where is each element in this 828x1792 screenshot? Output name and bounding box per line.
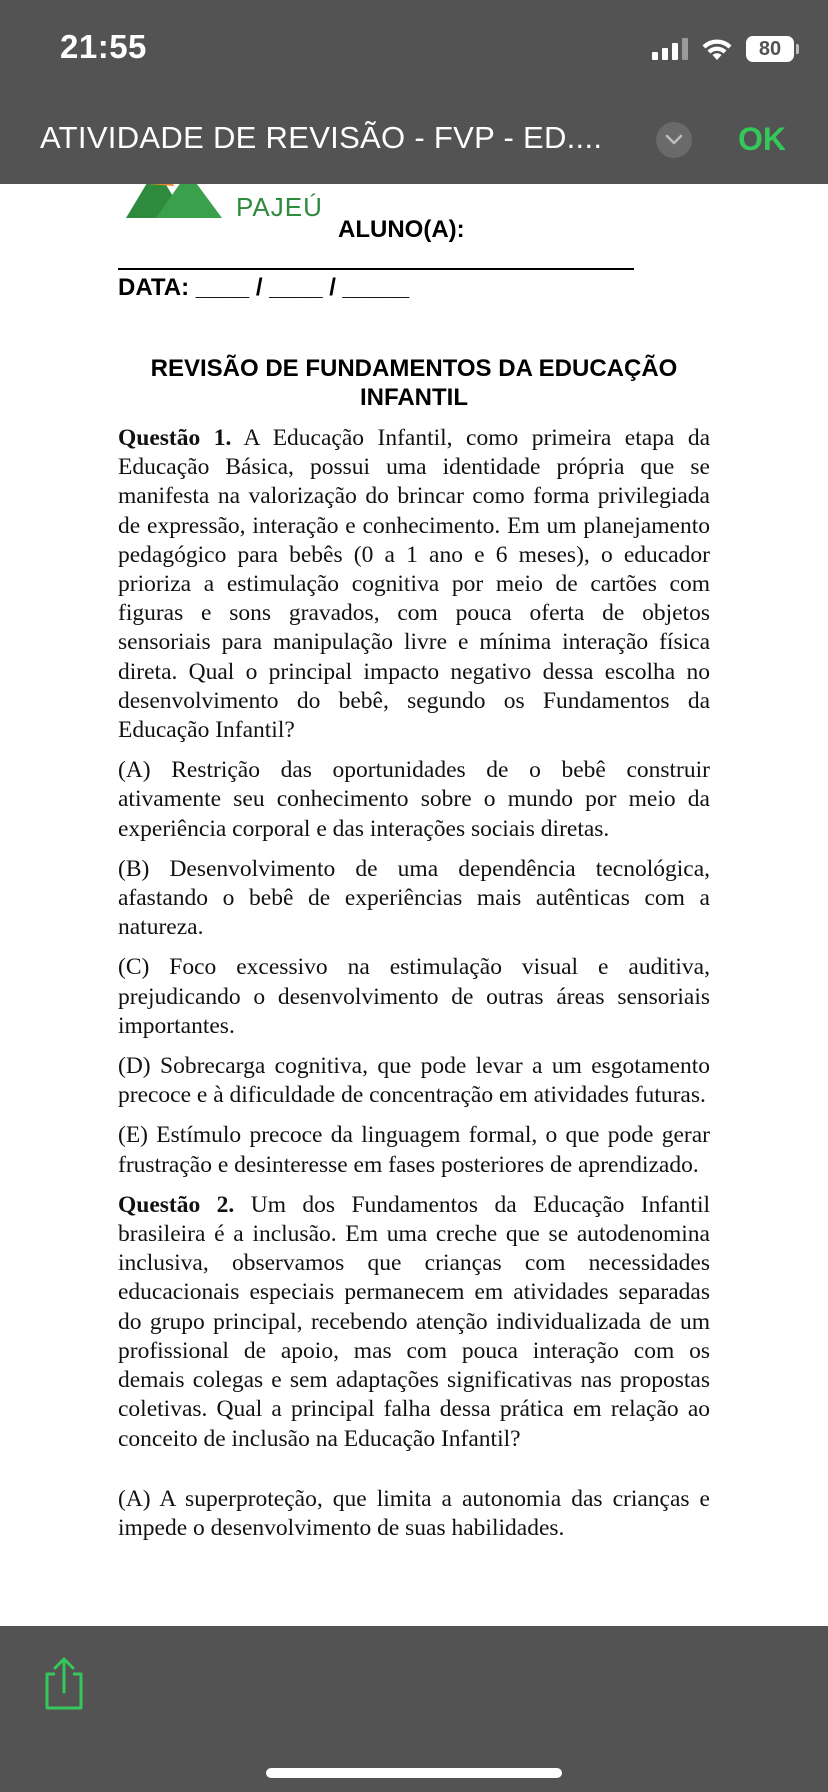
bottom-toolbar — [0, 1626, 828, 1792]
document-heading: REVISÃO DE FUNDAMENTOS DA EDUCAÇÃO INFANTIL — [150, 355, 678, 411]
chevron-down-icon — [665, 134, 683, 146]
battery-icon — [746, 36, 794, 62]
student-name-line — [118, 268, 634, 270]
q2-option-a: (A) A superproteção, que limita a autonomia das crianças e impede o desenvolvimento de suas habilidades. — [118, 1485, 710, 1541]
title-menu-button[interactable] — [656, 122, 692, 158]
top-bar — [0, 0, 828, 184]
document-page[interactable] — [0, 184, 828, 1626]
date-field: DATA: ____ / ____ / _____ — [118, 274, 410, 301]
cellular-signal-icon — [652, 38, 688, 60]
document-body — [118, 424, 710, 1554]
logo-text: PAJEÚ — [236, 192, 323, 222]
q1-option-a: (A) Restrição das oportunidades de o bebê construir ativamente seu conhecimento sobre o mundo por meio da experiência corporal e das interações sociais diretas. — [118, 757, 710, 842]
q1-option-d: (D) Sobrecarga cognitiva, que pode levar a um esgotamento precoce e à dificuldade de concentração em atividades futuras. — [118, 1053, 710, 1109]
share-button[interactable] — [40, 1656, 88, 1712]
document-title[interactable]: ATIVIDADE DE REVISÃO - FVP - ED.... — [40, 120, 603, 155]
home-indicator[interactable] — [266, 1768, 562, 1778]
q1-option-e: (E) Estímulo precoce da linguagem formal, o que pode gerar frustração e desinteresse em fases posteriores de aprendizado. — [118, 1122, 710, 1178]
status-time: 21:55 — [60, 28, 147, 65]
q1-option-b: (B) Desenvolvimento de uma dependência tecnológica, afastando o bebê de experiências mais autênticas com a natureza. — [118, 855, 710, 941]
student-label: ALUNO(A): — [338, 216, 465, 243]
battery-level: 80 — [758, 37, 782, 60]
question-1-label: Questão 1. — [118, 425, 232, 451]
question-1 — [118, 424, 710, 745]
wifi-icon — [700, 36, 734, 62]
question-2 — [118, 1191, 710, 1454]
spacer — [118, 1465, 710, 1485]
question-1-text: A Educação Infantil, como primeira etapa da Educação Básica, possui uma identidade própria que se manifesta na valorização do brincar como forma privilegiada de expressão, interação e conhecimento. Em um planejamento pedagógico para bebês (0 a 1 ano e 6 meses), o educador prioriza a estimulação cognitiva por meio de cartões com figuras e sons gravados, com pouca oferta de objetos sensoriais para manipulação livre e mínima interação física direta. Qual o principal impacto negativo dessa escolha no desenvolvimento do bebê, segundo os Fundamentos da Educação Infantil? — [118, 425, 710, 744]
status-icons — [652, 34, 794, 64]
share-icon — [40, 1656, 88, 1712]
question-2-text: Um dos Fundamentos da Educação Infantil brasileira é a inclusão. Em uma creche que se autodenomina inclusiva, observamos que crianças com necessidades educacionais especiais permanecem em atividades separadas do grupo principal, recebendo atenção individualizada de um profissional de apoio, mas com pouca interação com os demais colegas e sem adaptações significativas nas propostas coletivas. Qual a principal falha dessa prática em relação ao conceito de inclusão na Educação Infantil? — [118, 1191, 710, 1452]
ok-button[interactable]: OK — [738, 121, 786, 157]
question-2-label: Questão 2. — [118, 1191, 235, 1218]
q1-option-c: (C) Foco excessivo na estimulação visual e auditiva, prejudicando o desenvolvimento de outras áreas sensoriais importantes. — [118, 954, 710, 1039]
